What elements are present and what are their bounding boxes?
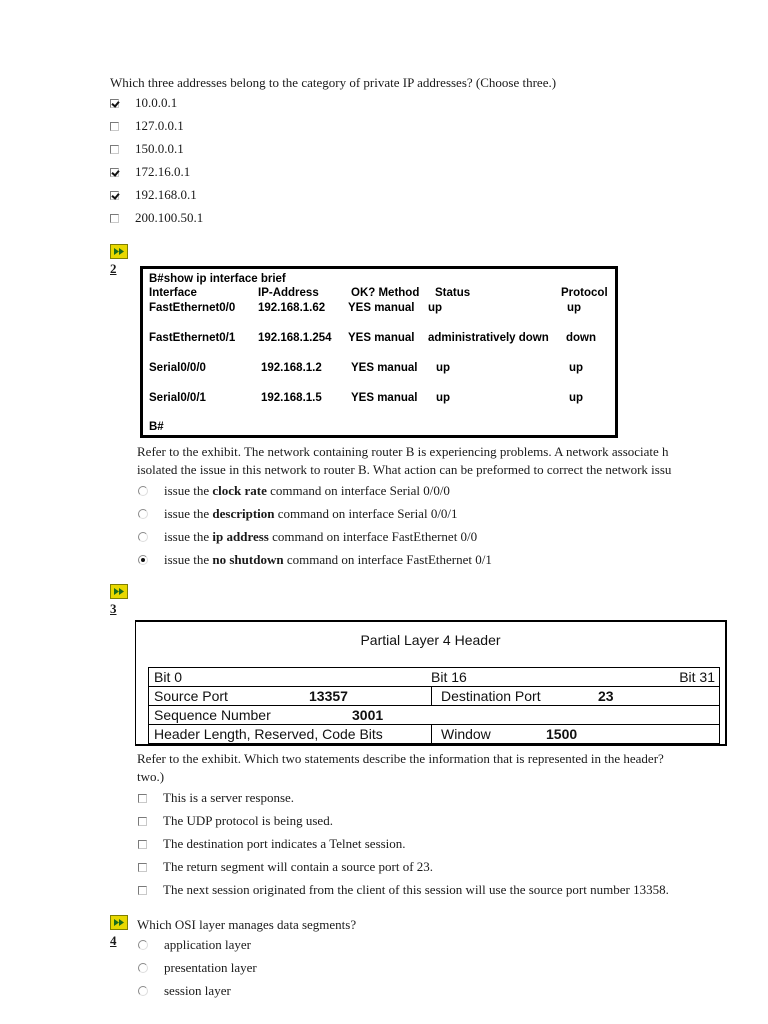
col-header-protocol: Protocol: [561, 287, 608, 299]
row-ip: 192.168.1.62: [258, 302, 326, 314]
bit31-label: Bit 31: [679, 669, 715, 685]
bit0-label: Bit 0: [154, 669, 183, 685]
row-iface: Serial0/0/0: [149, 362, 206, 374]
q1-option-5[interactable]: 192.168.0.1: [110, 186, 197, 204]
row-method: YES manual: [348, 302, 415, 314]
q3-option-3[interactable]: The destination port indicates a Telnet session.: [138, 835, 406, 853]
ports-row: [149, 686, 719, 705]
question-number: 2: [110, 261, 117, 276]
checkbox[interactable]: [110, 145, 119, 154]
radio-button[interactable]: [138, 986, 148, 996]
dest-port-value: 23: [598, 688, 614, 704]
row-method: YES manual: [351, 392, 418, 404]
row-method: YES manual: [351, 362, 418, 374]
checkbox-checked[interactable]: [110, 168, 119, 177]
row-protocol: up: [569, 392, 584, 404]
exhibit-layer4-header: [135, 620, 727, 746]
row-protocol: up: [567, 302, 582, 314]
col-header-status: Status: [435, 287, 471, 299]
q4-option-2[interactable]: presentation layer: [138, 959, 257, 977]
bit16-label: Bit 16: [431, 669, 467, 685]
row-status: up: [436, 392, 451, 404]
radio-button[interactable]: [138, 509, 148, 519]
row-status: administratively down: [428, 332, 549, 344]
q1-option-2[interactable]: 127.0.0.1: [110, 117, 184, 135]
row-status: up: [428, 302, 443, 314]
row-ip: 192.168.1.5: [261, 392, 322, 404]
q4-option-3[interactable]: session layer: [138, 982, 231, 1000]
q3-text-line1: Refer to the exhibit. Which two statements describe the information that is represented in the header?: [137, 751, 664, 766]
q3-option-2[interactable]: The UDP protocol is being used.: [138, 812, 333, 830]
q2-option-2[interactable]: issue the description command on interface Serial 0/0/1: [138, 505, 458, 523]
header-length-row: [149, 724, 719, 743]
cli-command: B#show ip interface brief: [149, 273, 286, 285]
q4-option-1[interactable]: application layer: [138, 936, 251, 954]
q2-text-line1: Refer to the exhibit. The network containing router B is experiencing problems. A network associate h: [137, 444, 669, 459]
sequence-row: [149, 705, 719, 724]
arrow-icon[interactable]: [110, 915, 128, 934]
exhibit-show-ip-interface-brief: [140, 266, 618, 438]
q2-text-line2: isolated the issue in this network to router B. What action can be preformed to correct the network issu: [137, 462, 672, 477]
row-status: up: [436, 362, 451, 374]
q3-option-1[interactable]: This is a server response.: [138, 789, 294, 807]
window-label: Window: [441, 726, 491, 742]
col-header-method: OK? Method: [351, 287, 420, 299]
window-value: 1500: [546, 726, 578, 742]
sequence-label: Sequence Number: [154, 707, 271, 723]
radio-button[interactable]: [138, 532, 148, 542]
source-port-label: Source Port: [154, 688, 228, 704]
checkbox[interactable]: [138, 840, 147, 849]
row-ip: 192.168.1.254: [258, 332, 332, 344]
q2-option-3[interactable]: issue the ip address command on interface FastEthernet 0/0: [138, 528, 477, 546]
row-iface: FastEthernet0/0: [149, 302, 236, 314]
q2-option-4[interactable]: issue the no shutdown command on interface FastEthernet 0/1: [138, 551, 492, 569]
col-header-ip: IP-Address: [258, 287, 319, 299]
bit-row: [149, 668, 719, 686]
question-number: 3: [110, 601, 117, 616]
row-protocol: down: [566, 332, 597, 344]
dest-port-label: Destination Port: [441, 688, 541, 704]
sequence-value: 3001: [352, 707, 384, 723]
header-length-label: Header Length, Reserved, Code Bits: [154, 726, 383, 742]
q1-option-6[interactable]: 200.100.50.1: [110, 209, 203, 227]
q2-option-1[interactable]: issue the clock rate command on interface Serial 0/0/0: [138, 482, 450, 500]
radio-button[interactable]: [138, 486, 148, 496]
row-iface: Serial0/0/1: [149, 392, 206, 404]
q3-option-4[interactable]: The return segment will contain a source port of 23.: [138, 858, 433, 876]
q1-option-3[interactable]: 150.0.0.1: [110, 140, 184, 158]
q1-text: Which three addresses belong to the category of private IP addresses? (Choose three.): [110, 75, 557, 90]
checkbox-checked[interactable]: [110, 191, 119, 200]
exhibit-title: Partial Layer 4 Header: [360, 632, 501, 648]
radio-button[interactable]: [138, 963, 148, 973]
col-header-interface: Interface: [149, 287, 197, 299]
row-ip: 192.168.1.2: [261, 362, 322, 374]
checkbox[interactable]: [138, 817, 147, 826]
row-method: YES manual: [348, 332, 415, 344]
radio-button-selected[interactable]: [138, 555, 148, 565]
q4-text: Which OSI layer manages data segments?: [137, 917, 357, 932]
row-iface: FastEthernet0/1: [149, 332, 236, 344]
q3-text-line2: two.): [137, 769, 165, 784]
q3-option-5[interactable]: The next session originated from the client of this session will use the source port number 13358.: [138, 881, 669, 899]
row-protocol: up: [569, 362, 584, 374]
question-number: 4: [110, 933, 117, 948]
checkbox[interactable]: [110, 214, 119, 223]
q1-option-4[interactable]: 172.16.0.1: [110, 163, 190, 181]
checkbox[interactable]: [138, 886, 147, 895]
cli-prompt: B#: [149, 421, 164, 433]
checkbox-checked[interactable]: [110, 99, 119, 108]
q1-option-1[interactable]: 10.0.0.1: [110, 94, 177, 112]
source-port-value: 13357: [309, 688, 348, 704]
checkbox[interactable]: [138, 794, 147, 803]
header-table: [148, 667, 720, 744]
checkbox[interactable]: [110, 122, 119, 131]
radio-button[interactable]: [138, 940, 148, 950]
checkbox[interactable]: [138, 863, 147, 872]
